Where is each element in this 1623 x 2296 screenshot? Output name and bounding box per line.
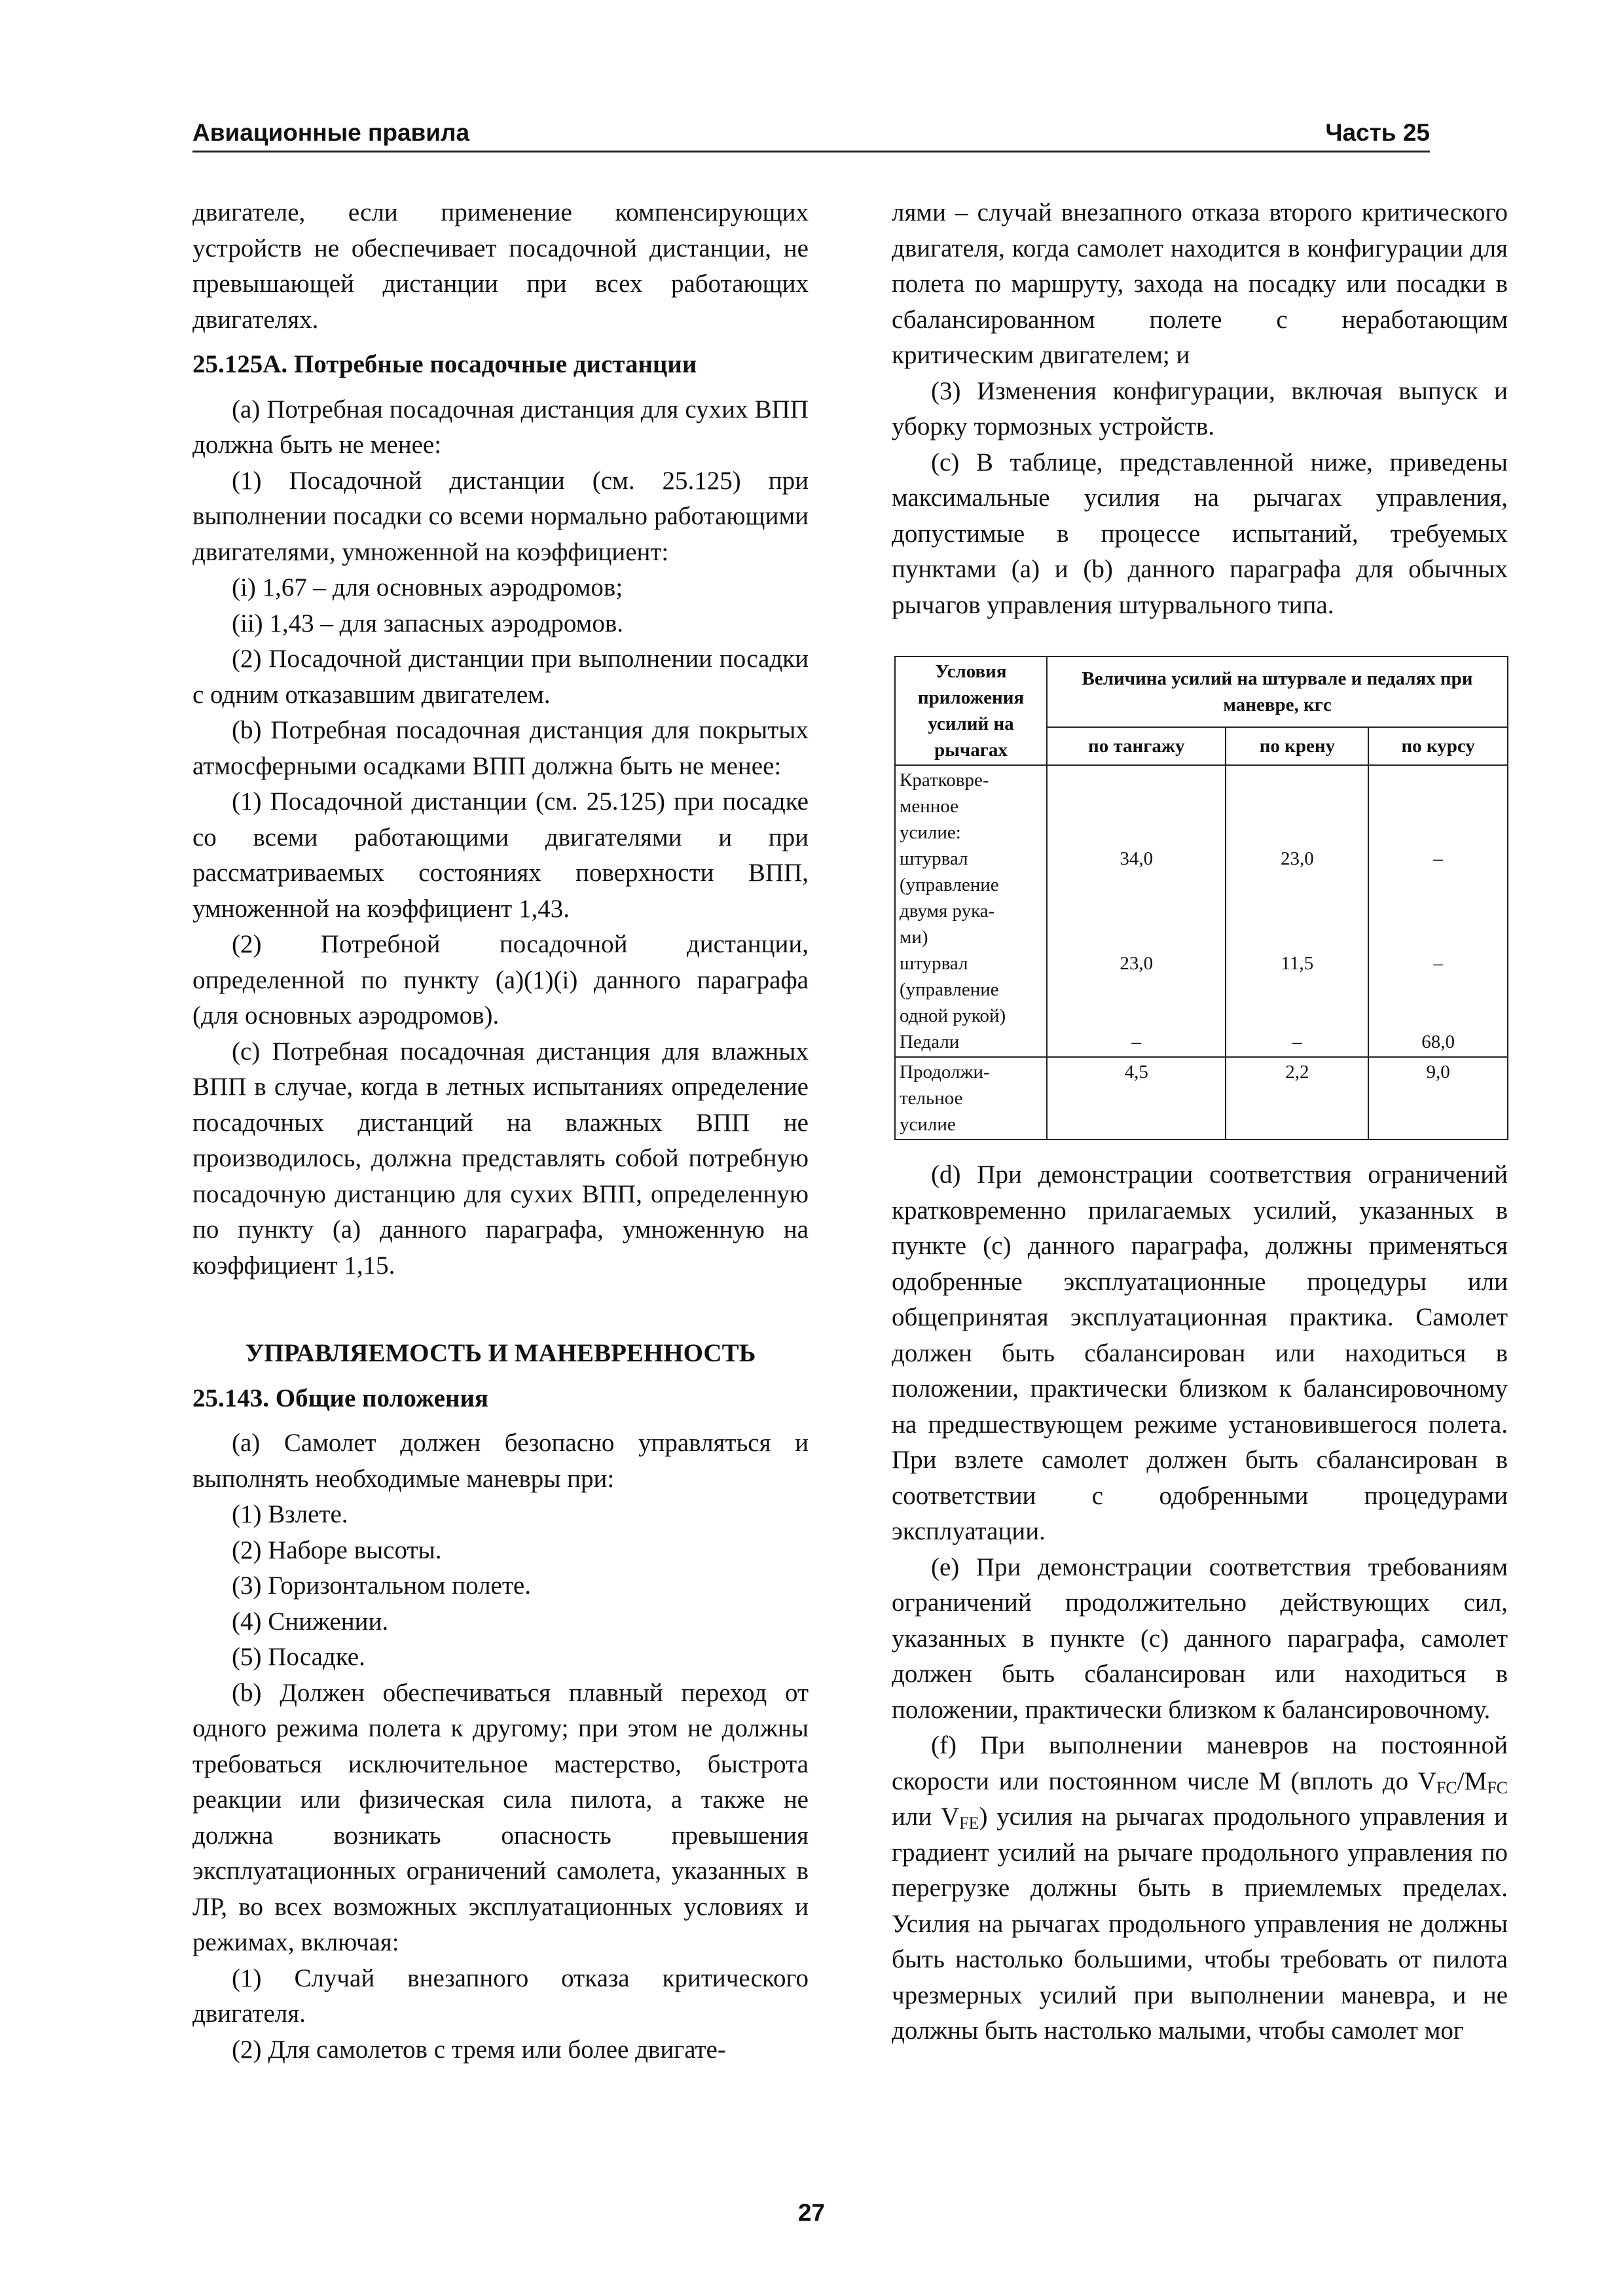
- left-column: [192, 195, 809, 2068]
- paragraph: (2) Потребной посадочной дистанции, определенной по пункту (a)(1)(i) данного параграфа (для основных аэродромов).: [192, 930, 809, 1030]
- table-head-group: Величина усилий на штурвале и педалях при маневре, кгс: [1047, 656, 1508, 727]
- chapter-heading: УПРАВЛЯЕМОСТЬ И МАНЕВРЕННОСТЬ: [245, 1339, 756, 1367]
- paragraph: (2) Наборе высоты.: [232, 1535, 442, 1564]
- paragraph: (b) Потребная посадочная дистанция для покрытых атмосферными осадками ВПП должна быть не менее:: [192, 716, 809, 780]
- paragraph: (c) Потребная посадочная дистанция для влажных ВПП в случае, когда в летных испытаниях определение посадочных дистанций на влажных ВПП не производилось, должна представлять собой потребную посадочную дистанцию для сухих ВПП, определенную по пункту (a) данного параграфа, умноженную на коэффициент 1,15.: [192, 1037, 809, 1280]
- right-column-top: [892, 195, 1508, 623]
- row-label-short-force: Кратковре- менное усилие: штурвал (управление двумя рука- ми) штурвал (управление одной рукой) Педали: [895, 765, 1047, 1057]
- paragraph: (e) При демонстрации соответствия требованиям ограничений продолжительно действующих сил, указанных в пункте (c) данного параграфа, самолет должен быть сбалансирован или находиться в положении, практически близком к балансировочному.: [892, 1552, 1508, 1724]
- section-heading: 25.143. Общие положения: [192, 1384, 489, 1412]
- paragraph: двигателе, если применение компенсирующих устройств не обеспечивает посадочной дистанции, не превышающей дистанции при всех работающих двигателях.: [192, 198, 809, 334]
- paragraph: (a) Самолет должен безопасно управляться и выполнять необходимые маневры при:: [192, 1429, 809, 1493]
- cell-long-roll: 2,2: [1226, 1057, 1368, 1139]
- header-title: Авиационные правила: [192, 119, 470, 146]
- paragraph: (ii) 1,43 – для запасных аэродромов.: [232, 609, 624, 637]
- cell-short-pitch: 34,0 23,0 –: [1047, 765, 1226, 1057]
- cell-short-roll: 23,0 11,5 –: [1226, 765, 1368, 1057]
- paragraph: (2) Посадочной дистанции при выполнении посадки с одним отказавшим двигателем.: [192, 645, 809, 709]
- paragraph: (c) В таблице, представленной ниже, приведены максимальные усилия на рычагах управления, допустимые в процессе испытаний, требуемых пунктами (a) и (b) данного параграфа для обычных рычагов управления штурвального типа.: [892, 448, 1508, 619]
- table-col-roll: по крену: [1226, 727, 1368, 765]
- cell-long-pitch: 4,5: [1047, 1057, 1226, 1139]
- paragraph: (a) Потребная посадочная дистанция для сухих ВПП должна быть не менее:: [192, 395, 809, 459]
- paragraph-f: (f) При выполнении маневров на постоянной скорости или постоянном числе M (вплоть до $V_{FC}/M_{FC}$ или $V_{FE}$) усилия на рычагах продольного управления и градиент усилий на рычаге продольного управления по перегрузке должны быть в приемлемых пределах. Усилия на рычагах продольного управления не должны быть настолько большими, чтобы требовать от пилота чрезмерных усилий при выполнении маневра, и не должны быть настолько малыми, чтобы самолет мог: [892, 1731, 1508, 2045]
- table-col-pitch: по тангажу: [1047, 727, 1226, 765]
- cell-short-yaw: – – 68,0: [1368, 765, 1508, 1057]
- right-column: [892, 195, 1508, 2049]
- paragraph: (5) Посадке.: [232, 1643, 365, 1671]
- table-row: [895, 1057, 1508, 1139]
- paragraph: (2) Для самолетов с тремя или более двигате-: [232, 2035, 726, 2064]
- table-col-yaw: по курсу: [1368, 727, 1508, 765]
- right-column-bottom: [892, 1157, 1508, 1728]
- table-row: [895, 765, 1508, 1057]
- table-head-conditions: Условия приложения усилий на рычагах: [895, 656, 1047, 765]
- paragraph: (3) Изменения конфигурации, включая выпуск и уборку тормозных устройств.: [892, 376, 1508, 440]
- paragraph: (3) Горизонтальном полете.: [232, 1571, 531, 1600]
- header-part: Часть 25: [1325, 119, 1430, 146]
- page-number: 27: [797, 2199, 826, 2226]
- paragraph: (1) Случай внезапного отказа критического двигателя.: [192, 1964, 809, 2028]
- paragraph: (4) Снижении.: [232, 1607, 389, 1636]
- paragraph: лями – случай внезапного отказа второго критического двигателя, когда самолет находится в конфигурации для полета по маршруту, захода на посадку или посадки в сбалансированном полете с неработающим критическим двигателем; и: [892, 198, 1508, 369]
- paragraph: (1) Взлете.: [232, 1500, 348, 1528]
- cell-long-yaw: 9,0: [1368, 1057, 1508, 1139]
- paragraph: (d) При демонстрации соответствия ограничений кратковременно прилагаемых усилий, указанных в пункте (c) данного параграфа, должны применяться одобренные эксплуатационные процедуры или общепринятая эксплуатационная практика. Самолет должен быть сбалансирован или находиться в положении, практически близком к балансировочному на предшествующем режиме установившегося полета. При взлете самолет должен быть сбалансирован в соответствии с одобренными процедурами эксплуатации.: [892, 1160, 1508, 1545]
- paragraph: (i) 1,67 – для основных аэродромов;: [232, 573, 623, 601]
- running-header: [192, 111, 1430, 152]
- force-limits-table: [894, 656, 1508, 1140]
- paragraph: (1) Посадочной дистанции (см. 25.125) при выполнении посадки со всеми нормально работающими двигателями, умноженной на коэффициент:: [192, 466, 809, 566]
- row-label-long-force: Продолжи- тельное усилие: [895, 1057, 1047, 1139]
- paragraph: (1) Посадочной дистанции (см. 25.125) при посадке со всеми работающими двигателями и при рассматриваемых состояниях поверхности ВПП, умноженной на коэффициент 1,43.: [192, 787, 809, 923]
- paragraph: (b) Должен обеспечиваться плавный переход от одного режима полета к другому; при этом не должны требоваться исключительное мастерство, быстрота реакции или физическая сила пилота, а также не должна возникать опасность превышения эксплуатационных ограничений самолета, указанных в ЛР, во всех возможных эксплуатационных условиях и режимах, включая:: [192, 1678, 809, 1956]
- section-heading: 25.125А. Потребные посадочные дистанции: [192, 350, 697, 378]
